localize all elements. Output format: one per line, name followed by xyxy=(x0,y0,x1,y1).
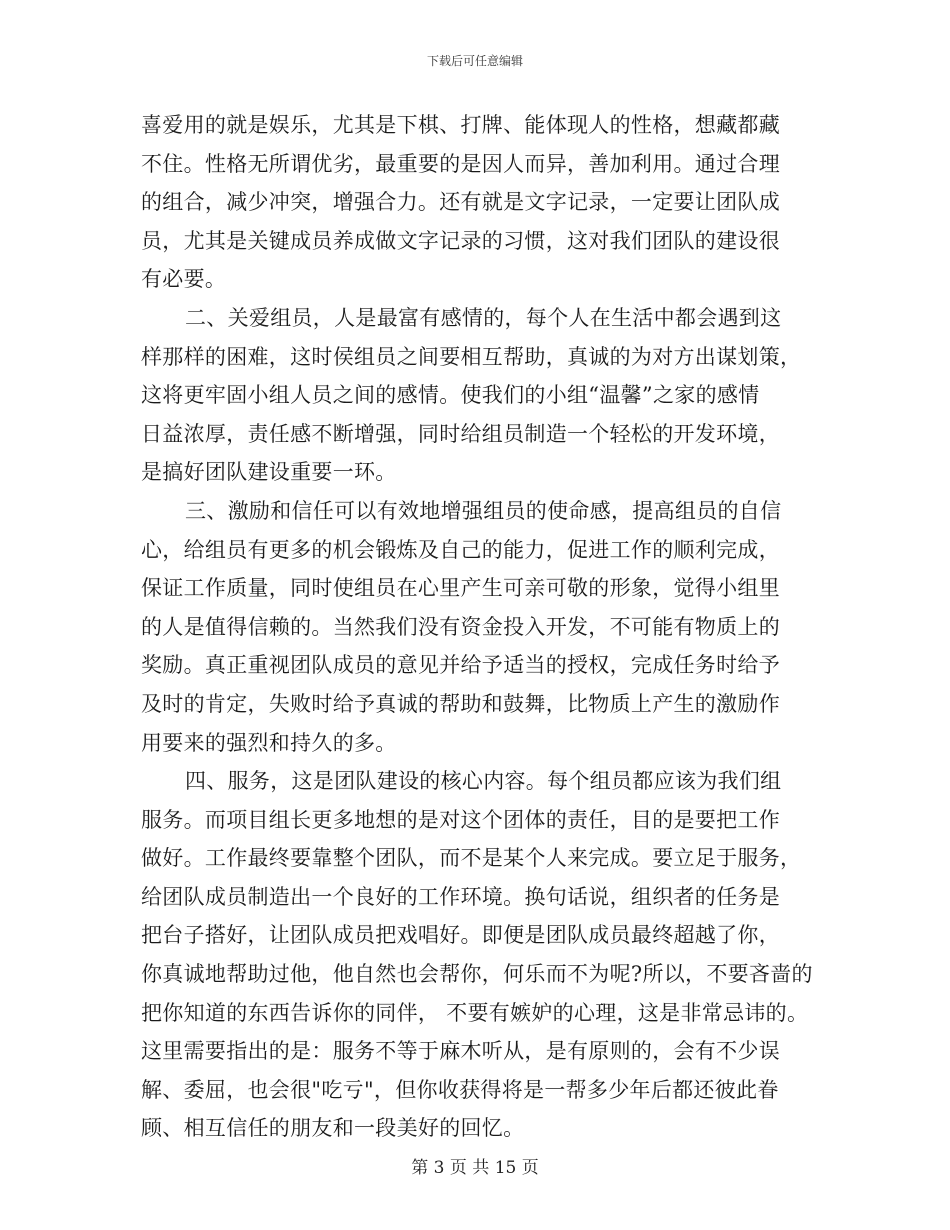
page-number-footer: 第 3 页 共 15 页 xyxy=(411,1158,539,1178)
paragraph-start-line: 三、激励和信任可以有效地增强组员的使命感，提高组员的自信 xyxy=(185,498,782,523)
text-line: 奖励。真正重视团队成员的意见并给予适当的授权，完成任务时给予 xyxy=(141,653,780,678)
text-line: 的组合，减少冲突，增强合力。还有就是文字记录，一定要让团队成 xyxy=(141,190,780,215)
text-line: 是搞好团队建设重要一环。 xyxy=(141,460,397,485)
text-line: 喜爱用的就是娱乐，尤其是下棋、打牌、能体现人的性格，想藏都藏 xyxy=(141,113,780,137)
text-line: 有必要。 xyxy=(141,267,227,292)
text-line: 日益浓厚，责任感不断增强，同时给组员制造一个轻松的开发环境， xyxy=(141,421,780,446)
text-line: 用要来的强烈和持久的多。 xyxy=(141,730,397,755)
page-header: 下载后可任意编辑 xyxy=(426,54,523,68)
paragraph-start-line: 四、服务，这是团队建设的核心内容。每个组员都应该为我们组 xyxy=(185,769,782,794)
text-line: 你真诚地帮助过他，他自然也会帮你，何乐而不为呢?所以，不要吝啬的 xyxy=(141,962,813,987)
document-body xyxy=(141,106,841,1148)
text-line: 解、委屈，也会很"吃亏"，但你收获得将是一帮多少年后都还彼此眷 xyxy=(141,1077,779,1102)
text-line: 这里需要指出的是：服务不等于麻木听从，是有原则的，会有不少误 xyxy=(141,1039,780,1064)
text-line: 把台子搭好，让团队成员把戏唱好。即便是团队成员最终超越了你， xyxy=(141,923,780,948)
text-line: 服务。而项目组长更多地想的是对这个团体的责任，目的是要把工作 xyxy=(141,807,780,832)
text-line: 把你知道的东西告诉你的同伴， 不要有嫉妒的心理，这是非常忌讳的。 xyxy=(141,1000,809,1025)
text-line: 做好。工作最终要靠整个团队，而不是某个人来完成。要立足于服务， xyxy=(141,846,802,871)
text-line: 给团队成员制造出一个良好的工作环境。换句话说，组织者的任务是 xyxy=(141,884,780,909)
text-line: 不住。性格无所谓优劣，最重要的是因人而异，善加利用。通过合理 xyxy=(141,151,780,176)
text-line: 的人是值得信赖的。当然我们没有资金投入开发，不可能有物质上的 xyxy=(141,614,780,639)
paragraph-start-line: 二、关爱组员，人是最富有感情的，每个人在生活中都会遇到这 xyxy=(185,305,782,330)
text-line: 心，给组员有更多的机会锻炼及自己的能力，促进工作的顺利完成， xyxy=(141,537,780,562)
text-line: 及时的肯定，失败时给予真诚的帮助和鼓舞，比物质上产生的激励作 xyxy=(141,691,780,716)
text-line: 样那样的困难，这时侯组员之间要相互帮助，真诚的为对方出谋划策， xyxy=(141,344,802,369)
text-line: 顾、相互信任的朋友和一段美好的回忆。 xyxy=(141,1116,525,1141)
text-line: 员，尤其是关键成员养成做文字记录的习惯，这对我们团队的建设很 xyxy=(141,228,780,253)
text-line: 保证工作质量，同时使组员在心里产生可亲可敬的形象，觉得小组里 xyxy=(141,576,780,601)
text-line: 这将更牢固小组人员之间的感情。使我们的小组“温馨”之家的感情 xyxy=(141,383,760,408)
